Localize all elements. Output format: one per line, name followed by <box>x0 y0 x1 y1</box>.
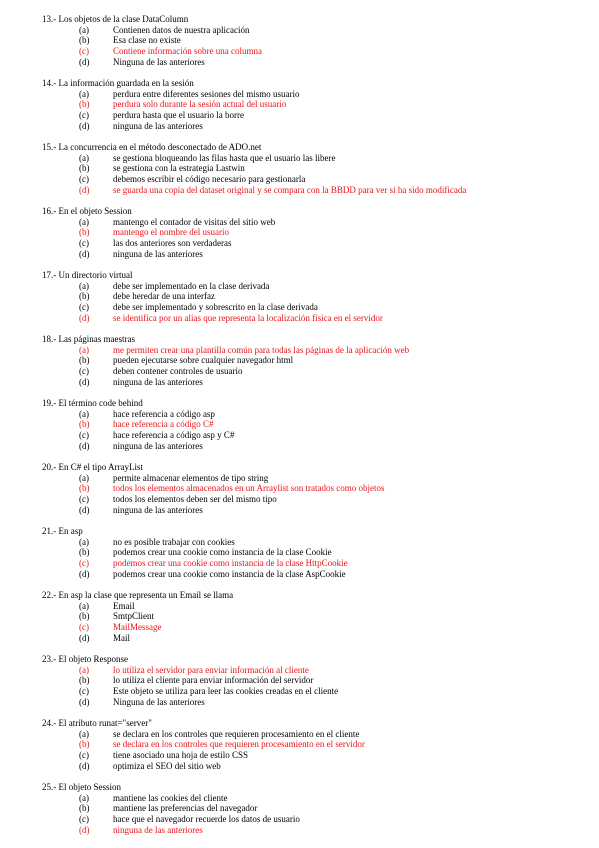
answer-option-correct <box>42 313 582 324</box>
answer-option <box>42 793 582 804</box>
answer-option <box>42 505 582 516</box>
option-text: hace que el navegador recuerde los datos de usuario <box>113 814 300 825</box>
option-text: deben contener controles de usuario <box>113 366 243 377</box>
option-letter: (b) <box>79 547 90 558</box>
option-text: se gestiona con la estrategia Lastwin <box>113 163 245 174</box>
option-letter: (b) <box>79 163 90 174</box>
answer-option <box>42 409 582 420</box>
option-text: todos los elementos almacenados en un Arraylist son tratados como objetos <box>113 483 385 494</box>
option-letter: (c) <box>79 110 89 121</box>
option-letter: (a) <box>79 472 89 483</box>
answer-option <box>42 35 582 46</box>
option-letter: (a) <box>79 408 89 419</box>
question-block <box>42 14 582 67</box>
option-letter: (d) <box>79 248 90 259</box>
option-letter: (a) <box>79 792 89 803</box>
option-text: debe ser implementado y sobrescrito en la clase derivada <box>113 302 318 313</box>
option-text: perdura solo durante la sesión actual del usuario <box>113 99 287 110</box>
option-text: mantiene las preferencias del navegador <box>113 803 258 814</box>
option-text: ninguna de las anteriores <box>113 120 203 131</box>
answer-option <box>42 281 582 292</box>
option-letter: (b) <box>79 611 90 622</box>
option-letter: (c) <box>79 558 89 569</box>
answer-option <box>42 814 582 825</box>
option-text: debe heredar de una interfaz <box>113 291 215 302</box>
question-title: 16.- En el objeto Session <box>42 206 132 216</box>
answer-option <box>42 249 582 260</box>
option-letter: (b) <box>79 355 90 366</box>
option-letter: (c) <box>79 622 89 633</box>
answer-option <box>42 355 582 366</box>
option-letter: (a) <box>79 664 89 675</box>
answer-option <box>42 174 582 185</box>
option-text: podemos crear una cookie como instancia de la clase Cookie <box>113 547 332 558</box>
answer-option-correct <box>42 483 582 494</box>
option-text: debemos escribir el código necesario para gestionarla <box>113 174 306 185</box>
answer-option <box>42 441 582 452</box>
answer-option-correct <box>42 825 582 836</box>
option-letter: (a) <box>79 600 89 611</box>
option-letter: (d) <box>79 696 90 707</box>
option-text: perdura hasta que el usuario la borre <box>113 110 244 121</box>
answer-option <box>42 750 582 761</box>
answer-option-correct <box>42 622 582 633</box>
answer-option <box>42 377 582 388</box>
answer-option <box>42 729 582 740</box>
answer-option-correct <box>42 665 582 676</box>
option-text: lo utiliza el cliente para enviar información del servidor <box>113 675 314 686</box>
answer-option <box>42 675 582 686</box>
answer-option-correct <box>42 419 582 430</box>
option-text: mantengo el nombre del usuario <box>113 227 229 238</box>
option-letter: (d) <box>79 760 90 771</box>
option-text: perdura entre diferentes sesiones del mismo usuario <box>113 88 300 99</box>
option-letter: (c) <box>79 46 89 57</box>
question-block <box>42 270 582 323</box>
option-letter: (b) <box>79 803 90 814</box>
option-text: tiene asociado una hoja de estilo CSS <box>113 750 248 761</box>
option-text: ninguna de las anteriores <box>113 504 203 515</box>
answer-option-correct <box>42 99 582 110</box>
option-text: Ninguna de las anteriores <box>113 56 205 67</box>
answer-option <box>42 430 582 441</box>
answer-option <box>42 611 582 622</box>
option-letter: (b) <box>79 739 90 750</box>
option-letter: (b) <box>79 675 90 686</box>
answer-option <box>42 547 582 558</box>
option-letter: (d) <box>79 504 90 515</box>
question-title: 25.- El objeto Session <box>42 782 121 792</box>
option-letter: (a) <box>79 728 89 739</box>
answer-option <box>42 366 582 377</box>
option-text: Contiene información sobre una columna <box>113 46 262 57</box>
option-letter: (c) <box>79 430 89 441</box>
answer-option <box>42 697 582 708</box>
option-letter: (a) <box>79 344 89 355</box>
question-block <box>42 398 582 451</box>
question-title: 15.- La concurrencia en el método desconectado de ADO.net <box>42 142 262 152</box>
option-letter: (c) <box>79 238 89 249</box>
question-block <box>42 590 582 643</box>
option-text: Esa clase no existe <box>113 35 181 46</box>
option-letter: (a) <box>79 216 89 227</box>
answer-option <box>42 494 582 505</box>
option-letter: (a) <box>79 152 89 163</box>
option-letter: (b) <box>79 35 90 46</box>
option-text: Email <box>113 600 135 611</box>
option-letter: (d) <box>79 56 90 67</box>
answer-option-correct <box>42 46 582 57</box>
option-text: se identifica por un alias que representa la localización física en el servidor <box>113 312 383 323</box>
answer-option <box>42 153 582 164</box>
answer-option <box>42 291 582 302</box>
option-text: MailMessage <box>113 622 162 633</box>
question-title: 20.- En C# el tipo ArrayList <box>42 462 143 472</box>
option-text: lo utiliza el servidor para enviar información al cliente <box>113 664 309 675</box>
question-title: 19.- El término code behind <box>42 398 143 408</box>
answer-option <box>42 25 582 36</box>
option-text: hace referencia a código asp <box>113 408 215 419</box>
option-text: Mail <box>113 632 130 643</box>
option-letter: (c) <box>79 366 89 377</box>
option-letter: (c) <box>79 814 89 825</box>
option-letter: (d) <box>79 632 90 643</box>
question-title: 23.- El objeto Response <box>42 654 128 664</box>
option-text: mantengo el contador de visitas del sitio web <box>113 216 276 227</box>
question-block <box>42 718 582 771</box>
question-block <box>42 654 582 707</box>
answer-option <box>42 121 582 132</box>
option-text: optimiza el SEO del sitio web <box>113 760 221 771</box>
option-letter: (c) <box>79 174 89 185</box>
option-letter: (c) <box>79 686 89 697</box>
answer-option <box>42 217 582 228</box>
answer-option <box>42 537 582 548</box>
question-block <box>42 782 582 835</box>
option-letter: (d) <box>79 120 90 131</box>
option-text: podemos crear una cookie como instancia de la clase HttpCookie <box>113 558 348 569</box>
question-title: 22.- En asp la clase que representa un Email se llama <box>42 590 234 600</box>
answer-option <box>42 686 582 697</box>
answer-option <box>42 238 582 249</box>
option-letter: (d) <box>79 312 90 323</box>
option-letter: (a) <box>79 280 89 291</box>
answer-option-correct <box>42 227 582 238</box>
option-text: no es posible trabajar con cookies <box>113 536 235 547</box>
option-letter: (b) <box>79 483 90 494</box>
option-text: Este objeto se utiliza para leer las cookies creadas en el cliente <box>113 686 339 697</box>
answer-option <box>42 163 582 174</box>
answer-option <box>42 110 582 121</box>
question-block <box>42 206 582 259</box>
answer-option <box>42 633 582 644</box>
option-letter: (b) <box>79 419 90 430</box>
question-title: 21.- En asp <box>42 526 83 536</box>
answer-option-correct <box>42 185 582 196</box>
option-letter: (d) <box>79 184 90 195</box>
option-text: se declara en los controles que requieren procesamiento en el cliente <box>113 728 360 739</box>
answer-option <box>42 302 582 313</box>
option-text: se declara en los controles que requieren procesamiento en el servidor <box>113 739 365 750</box>
option-text: SmtpClient <box>113 611 155 622</box>
question-title: 18.- Las páginas maestras <box>42 334 135 344</box>
option-text: ninguna de las anteriores <box>113 376 203 387</box>
option-text: se guarda una copia del dataset original y se compara con la BBDD para ver si ha sido modificada <box>113 184 467 195</box>
option-text: hace referencia a código C# <box>113 419 214 430</box>
option-letter: (b) <box>79 227 90 238</box>
answer-option <box>42 761 582 772</box>
answer-option <box>42 57 582 68</box>
option-letter: (a) <box>79 88 89 99</box>
option-text: las dos anteriores son verdaderas <box>113 238 232 249</box>
option-text: pueden ejecutarse sobre cualquier navegador html <box>113 355 294 366</box>
option-text: Ninguna de las anteriores <box>113 696 205 707</box>
option-letter: (a) <box>79 24 89 35</box>
question-block <box>42 78 582 131</box>
option-letter: (d) <box>79 568 90 579</box>
option-text: hace referencia a código asp y C# <box>113 430 235 441</box>
option-text: debe ser implementado en la clase derivada <box>113 280 270 291</box>
question-title: 24.- El atributo runat="server" <box>42 718 152 728</box>
answer-option-correct <box>42 558 582 569</box>
question-block <box>42 526 582 579</box>
question-title: 17.- Un directorio virtual <box>42 270 133 280</box>
option-letter: (b) <box>79 291 90 302</box>
answer-option <box>42 569 582 580</box>
option-letter: (c) <box>79 750 89 761</box>
option-letter: (b) <box>79 99 90 110</box>
question-block <box>42 142 582 195</box>
option-text: todos los elementos deben ser del mismo tipo <box>113 494 277 505</box>
answer-option <box>42 473 582 484</box>
option-letter: (d) <box>79 376 90 387</box>
question-title: 13.- Los objetos de la clase DataColumn <box>42 14 189 24</box>
question-title: 14.- La información guardada en la sesión <box>42 78 194 88</box>
option-text: permite almacenar elementos de tipo string <box>113 472 269 483</box>
option-text: Contienen datos de nuestra aplicación <box>113 24 250 35</box>
option-text: ninguna de las anteriores <box>113 440 203 451</box>
option-text: mantiene las cookies del cliente <box>113 792 228 803</box>
answer-option <box>42 803 582 814</box>
option-text: ninguna de las anteriores <box>113 824 203 835</box>
option-letter: (c) <box>79 302 89 313</box>
answer-option-correct <box>42 739 582 750</box>
answer-option <box>42 89 582 100</box>
option-text: me permiten crear una plantilla común para todas las páginas de la aplicación web <box>113 344 410 355</box>
answer-option <box>42 601 582 612</box>
option-text: se gestiona bloqueando las filas hasta que el usuario las libere <box>113 152 336 163</box>
option-letter: (d) <box>79 440 90 451</box>
question-block <box>42 462 582 515</box>
option-text: podemos crear una cookie como instancia de la clase AspCookie <box>113 568 346 579</box>
question-block <box>42 334 582 387</box>
answer-option-correct <box>42 345 582 356</box>
option-text: ninguna de las anteriores <box>113 248 203 259</box>
option-letter: (a) <box>79 536 89 547</box>
option-letter: (d) <box>79 824 90 835</box>
option-letter: (c) <box>79 494 89 505</box>
